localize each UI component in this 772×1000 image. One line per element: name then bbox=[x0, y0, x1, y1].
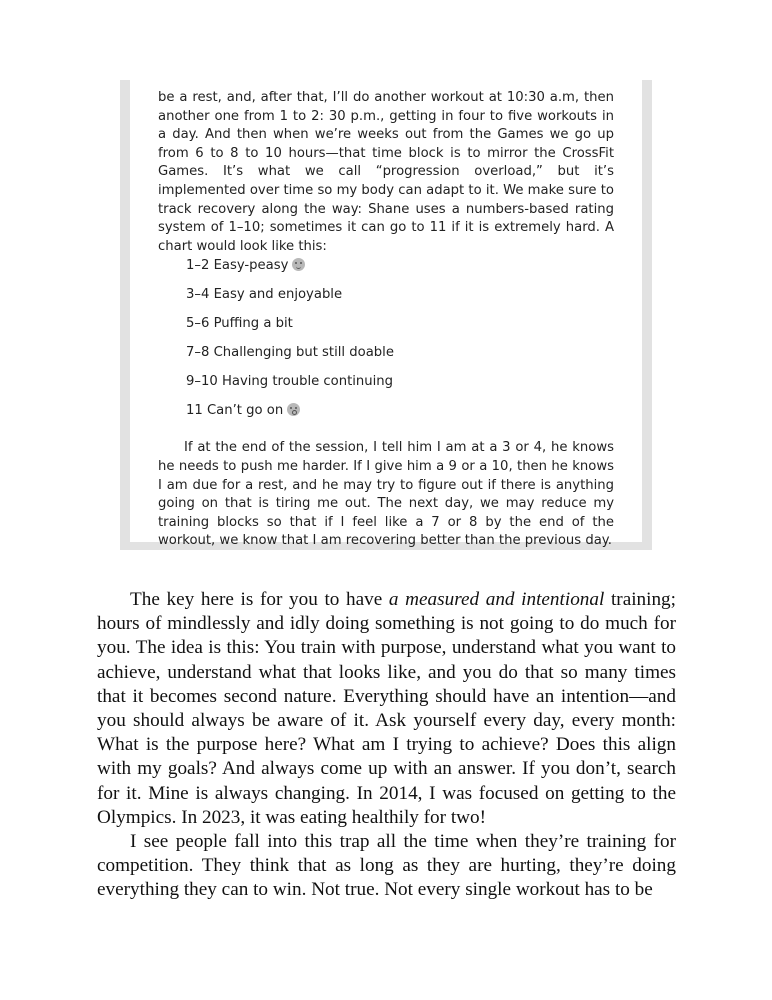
rating-label: 7–8 Challenging but still doable bbox=[186, 345, 394, 361]
paragraph-1-end: training; hours of mindlessly and idly doing something is not going to do much for you. The idea is this: You train with purpose, understand what you want to achieve, understand what that looks like, and you do that so many times that it becomes second nature. Everything should have an intention—and you should always be aware of it. Ask yourself every day, every month: What is the purpose here? What am I trying to achieve? Does this align with my goals? And always come up with an answer. If you don’t, search for it. Mine is always changing. In 2014, I was focused on getting to the Olympics. In 2023, it was eating healthily for two! bbox=[97, 589, 676, 828]
rating-item-3-4 bbox=[186, 286, 614, 315]
body-paragraph-1 bbox=[97, 588, 676, 830]
sidebar-content bbox=[130, 80, 642, 549]
emphasis-text: a measured and intentional bbox=[388, 589, 605, 610]
body-paragraph-2: I see people fall into this trap all the time when they’re training for competition. They think that as long as they are hurting, they’re doing everything they can to win. Not true. Not every single workout has to be bbox=[97, 831, 676, 901]
rating-label: 1–2 Easy-peasy bbox=[186, 258, 289, 274]
rating-item-9-10 bbox=[186, 373, 614, 402]
body-text bbox=[97, 588, 676, 903]
rating-item-1-2 bbox=[186, 257, 614, 286]
rating-item-11 bbox=[186, 402, 614, 431]
smiling-face-icon bbox=[292, 258, 305, 271]
rating-item-5-6 bbox=[186, 315, 614, 344]
dizzy-face-icon bbox=[287, 403, 300, 416]
sidebar-intro-paragraph: be a rest, and, after that, I’ll do another workout at 10:30 a.m, then another one from 1 to 2: 30 p.m., getting in four to five workouts in a day. And then when we’re weeks out from the Games we go up from 6 to 8 to 10 hours—that time block is to mirror the CrossFit Games. It’s what we call “progression overload,” but it’s implemented over time so my body can adapt to it. We make sure to track recovery along the way: Shane uses a numbers-based rating system of 1–10; sometimes it can go to 11 if it is extremely hard. A chart would look like this: bbox=[158, 90, 614, 254]
sidebar-box bbox=[120, 80, 652, 550]
rating-label: 3–4 Easy and enjoyable bbox=[186, 287, 343, 303]
rating-label: 5–6 Puffing a bit bbox=[186, 316, 293, 332]
rating-item-7-8 bbox=[186, 344, 614, 373]
sidebar-closing-paragraph: If at the end of the session, I tell him I am at a 3 or 4, he knows he needs to push me harder. If I give him a 9 or a 10, then he knows I am due for a rest, and he may try to figure out if there is anything going on that is tiring me out. The next day, we may reduce my training blocks so that if I feel like a 7 or 8 by the end of the workout, we know that I am recovering better than the previous day. bbox=[158, 440, 614, 549]
paragraph-1-start: The key here is for you to have bbox=[130, 589, 389, 610]
rating-scale-list bbox=[158, 257, 614, 431]
rating-label: 9–10 Having trouble continuing bbox=[186, 374, 394, 390]
rating-label: 11 Can’t go on bbox=[186, 403, 284, 419]
